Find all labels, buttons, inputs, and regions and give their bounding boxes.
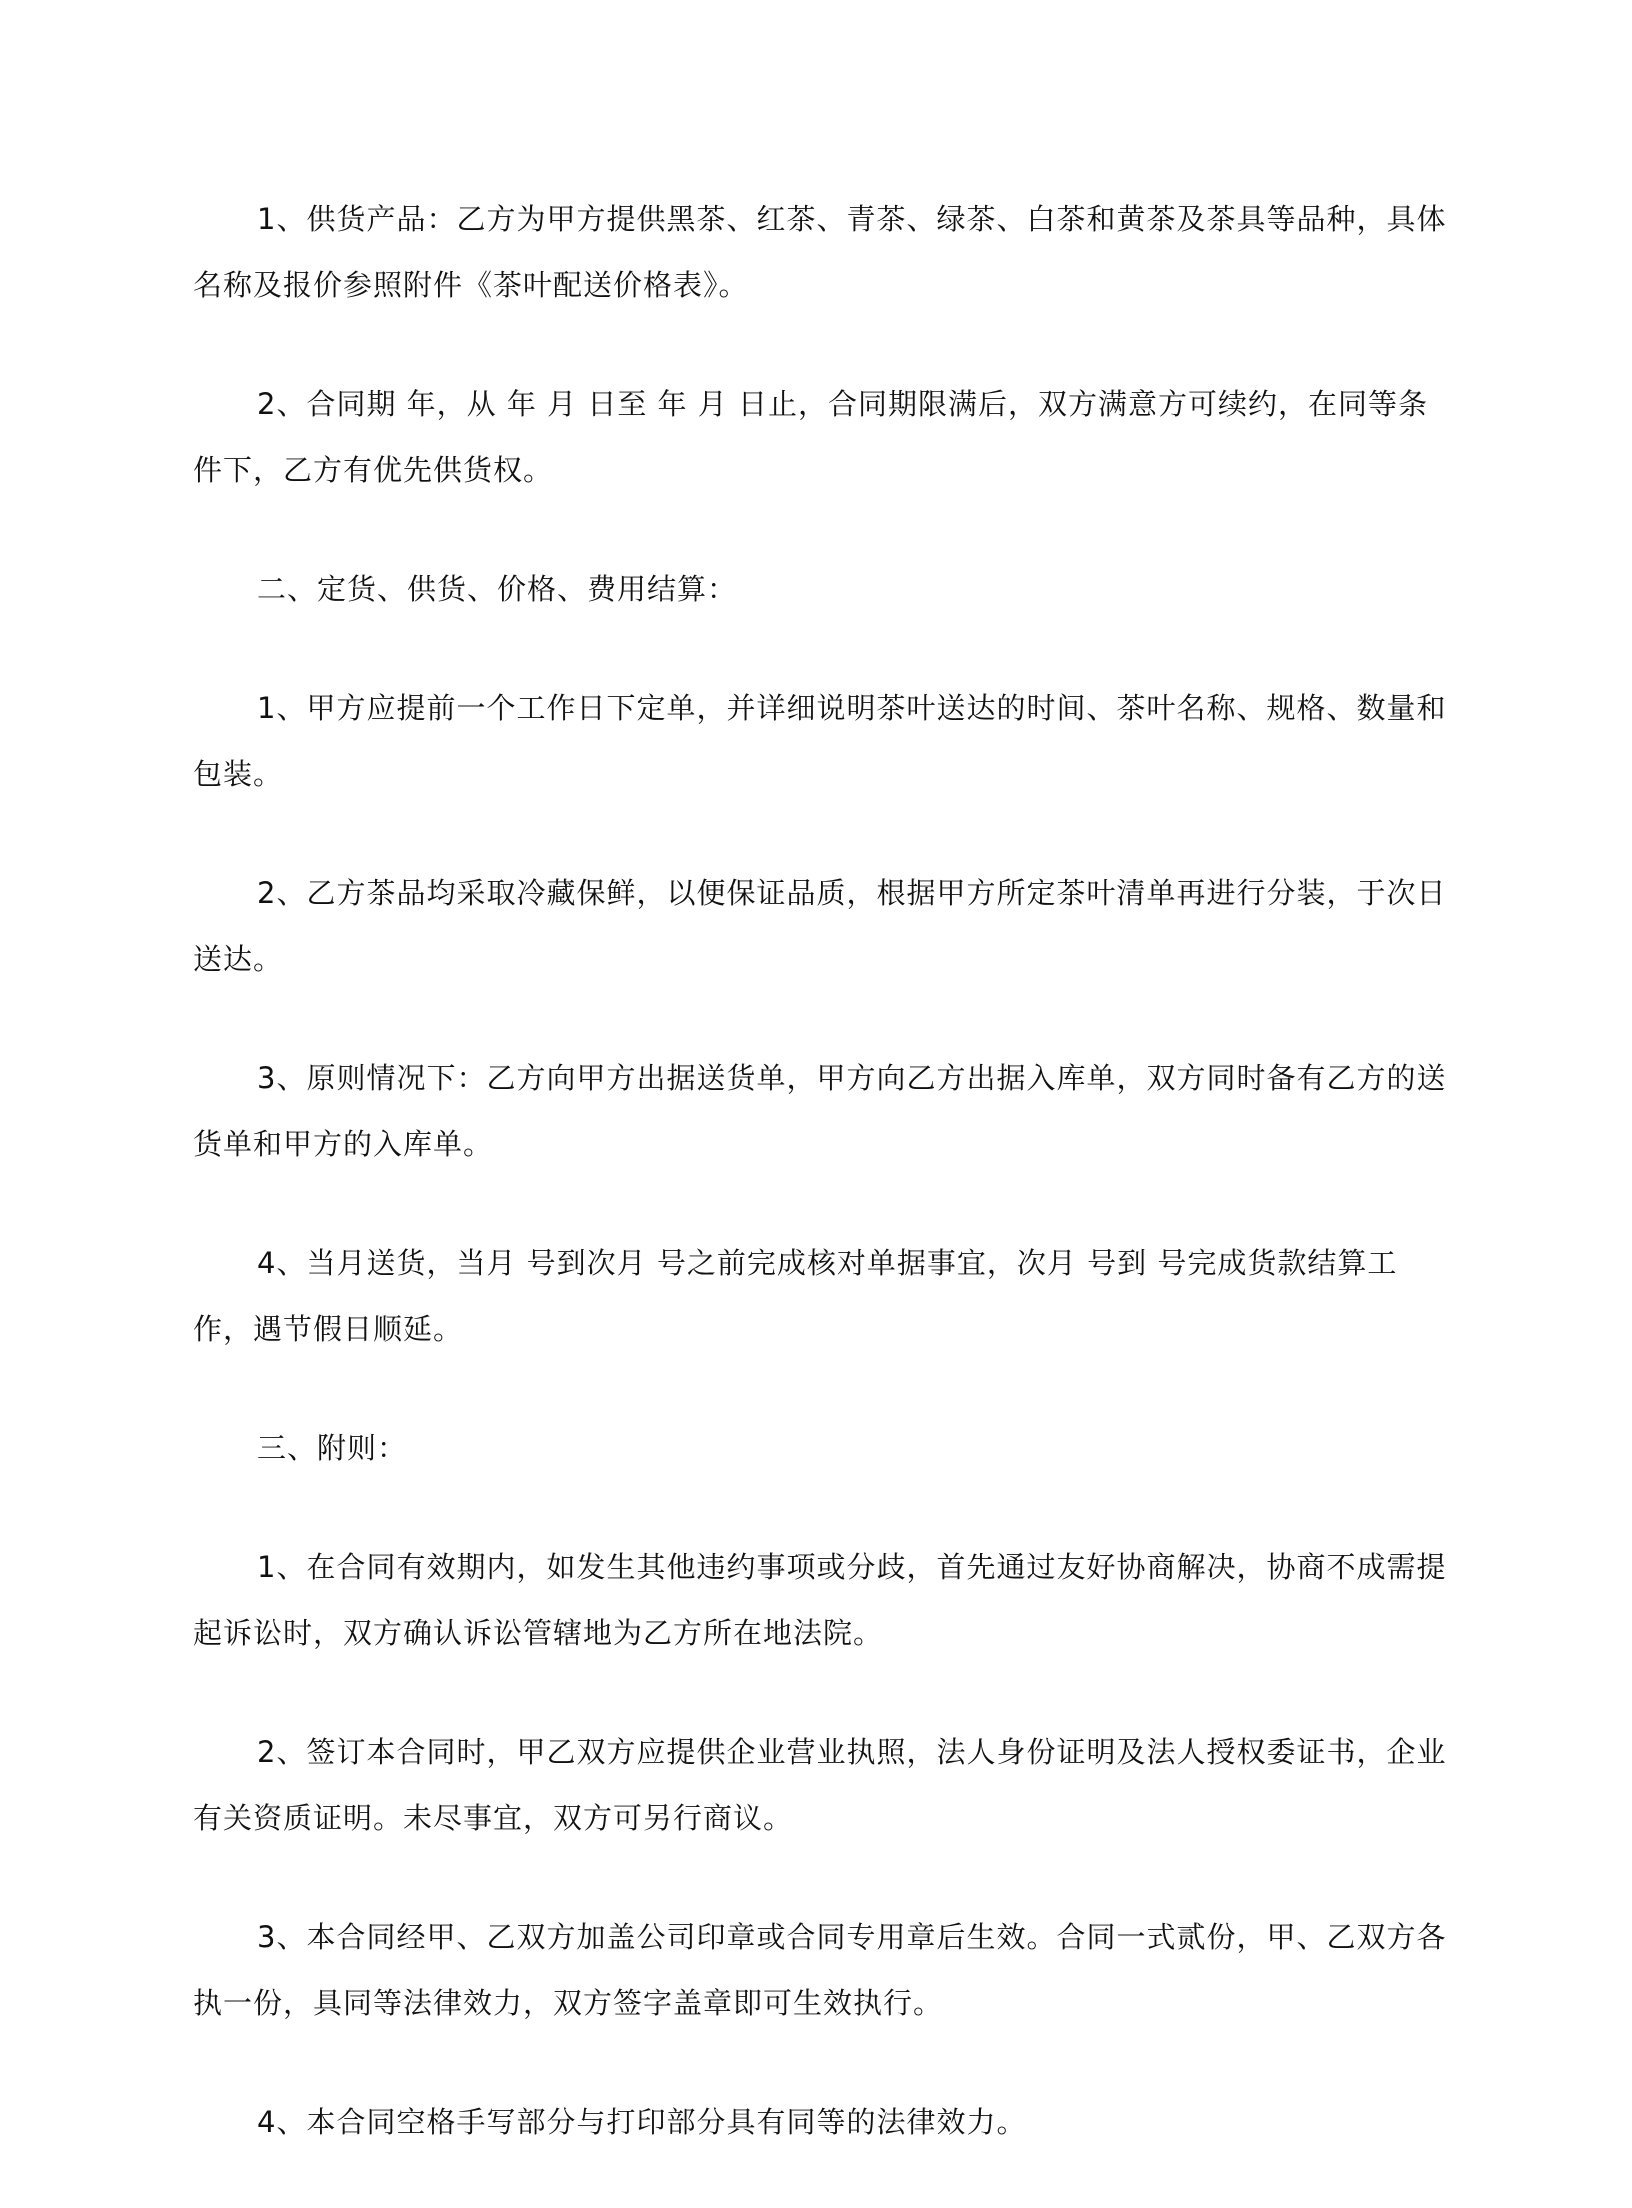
clause-monthly-settlement: 4、当月送货，当月 号到次月 号之前完成核对单据事宜，次月 号到 号完成货款结算工作，遇节假日顺延。 xyxy=(193,1246,1398,1346)
section-heading-ordering-settlement: 二、定货、供货、价格、费用结算： xyxy=(257,572,738,606)
clause-dispute-resolution: 1、在合同有效期内，如发生其他违约事项或分歧，首先通过友好协商解决，协商不成需提起诉讼时，双方确认诉讼管辖地为乙方所在地法院。 xyxy=(193,1550,1447,1650)
clause-supply-products: 1、供货产品：乙方为甲方提供黑茶、红茶、青茶、绿茶、白茶和黄茶及茶具等品种，具体名称及报价参照附件《茶叶配送价格表》。 xyxy=(193,202,1447,302)
section-heading-supplementary: 三、附则： xyxy=(257,1431,408,1465)
clause-contract-period: 2、合同期 年，从 年 月 日至 年 月 日止，合同期限满后，双方满意方可续约，在同等条件下，乙方有优先供货权。 xyxy=(193,387,1428,487)
clause-effectiveness: 3、本合同经甲、乙双方加盖公司印章或合同专用章后生效。合同一式贰份，甲、乙双方各执一份，具同等法律效力，双方签字盖章即可生效执行。 xyxy=(193,1920,1447,2020)
clause-order-advance: 1、甲方应提前一个工作日下定单，并详细说明茶叶送达的时间、茶叶名称、规格、数量和包装。 xyxy=(193,691,1447,791)
clause-cold-storage: 2、乙方茶品均采取冷藏保鲜，以便保证品质，根据甲方所定茶叶清单再进行分装，于次日送达。 xyxy=(193,876,1447,976)
clause-handwritten-validity: 4、本合同空格手写部分与打印部分具有同等的法律效力。 xyxy=(257,2105,1027,2139)
contract-page xyxy=(193,186,1447,2208)
clause-signing-documents: 2、签订本合同时，甲乙双方应提供企业营业执照，法人身份证明及法人授权委证书，企业有关资质证明。未尽事宜，双方可另行商议。 xyxy=(193,1735,1447,1835)
clause-delivery-receipts: 3、原则情况下：乙方向甲方出据送货单，甲方向乙方出据入库单，双方同时备有乙方的送货单和甲方的入库单。 xyxy=(193,1061,1447,1161)
